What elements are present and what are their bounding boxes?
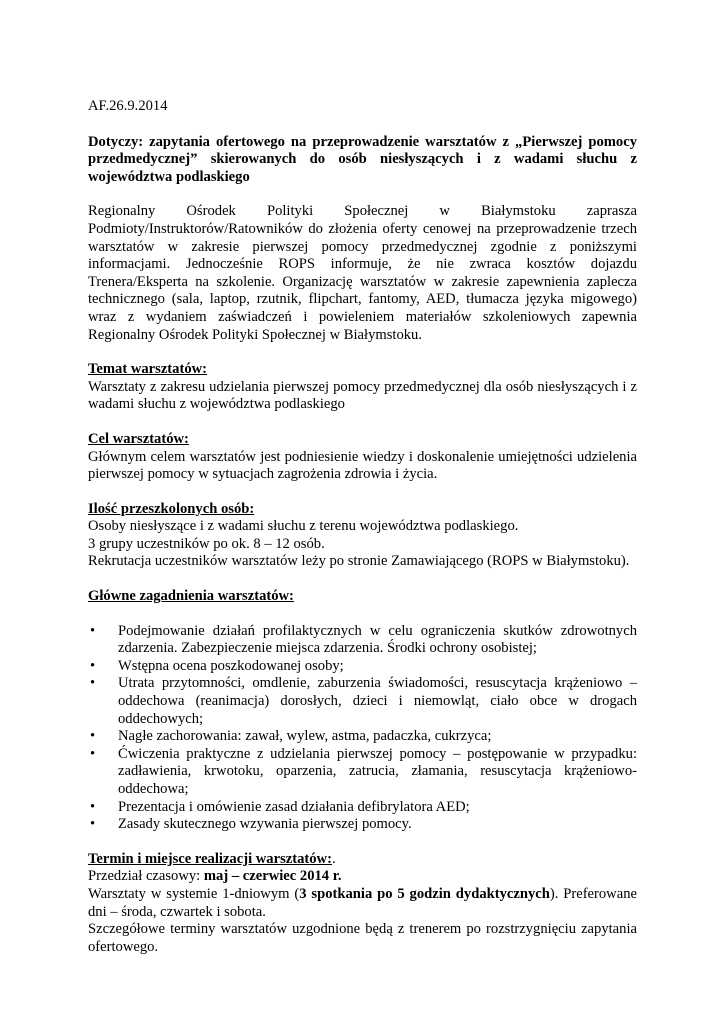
list-item	[88, 799, 637, 817]
topic-text: Warsztaty z zakresu udzielania pierwszej pomocy przedmedycznej dla osób niesłyszących i z wadami słuchu z województwa podlaskiego	[88, 378, 637, 413]
goal-heading: Cel warsztatów:	[88, 430, 189, 447]
list-item	[88, 658, 637, 676]
goal-section	[88, 431, 637, 484]
list-item-text: Podejmowanie działań profilaktycznych w celu ograniczenia skutków zdrowotnych zdarzenia. Zabezpieczenie miejsca zdarzenia. Środki ochrony osobistej;	[118, 622, 637, 657]
system-suffix: ). Preferowane dni – środa, czwartek i sobota.	[88, 885, 637, 920]
topics-list	[88, 623, 637, 834]
intro-paragraph: Regionalny Ośrodek Polityki Społecznej w Białymstoku zaprasza Podmioty/Instruktorów/Ratowników do złożenia oferty cenowej na przeprowadzenie trzech warsztatów w zakresie pierwszej pomocy przedmedycznej zgodnie z poniższymi informacjami. Jednocześnie ROPS informuje, że nie zwraca kosztów dojazdu Trenera/Eksperta na szkolenie. Organizację warsztatów w zakresie zapewnienia zaplecza technicznego (sala, laptop, rzutnik, flipchart, fantomy, AED, tłumacza języka migowego) wraz z wydaniem zaświadczeń i powieleniem materiałów szkoleniowych zapewnia Regionalny Ośrodek Polityki Społecznej w Białymstoku.	[88, 203, 637, 343]
bullet-icon: •	[90, 622, 96, 639]
list-item-text: Zasady skutecznego wzywania pierwszej pomocy.	[118, 816, 412, 833]
system-prefix: Warsztaty w systemie 1-dniowym (	[88, 885, 300, 902]
topics-heading: Główne zagadnienia warsztatów:	[88, 588, 294, 605]
topic-heading: Temat warsztatów:	[88, 361, 208, 378]
topic-section	[88, 361, 637, 414]
list-item	[88, 623, 637, 658]
participants-line: Osoby niesłyszące i z wadami słuchu z terenu województwa podlaskiego.	[88, 518, 519, 535]
bullet-icon: •	[90, 745, 96, 762]
schedule-heading-line	[88, 851, 637, 869]
schedule-system	[88, 886, 637, 921]
list-item	[88, 675, 637, 728]
period-value: maj – czerwiec 2014 r.	[203, 868, 342, 885]
list-item-text: Prezentacja i omówienie zasad działania defibrylatora AED;	[118, 798, 470, 815]
schedule-details: Szczegółowe terminy warsztatów uzgodnione będą z trenerem po rozstrzygnięciu zapytania ofertowego.	[88, 921, 637, 955]
list-item-text: Nagłe zachorowania: zawał, wylew, astma, padaczka, cukrzyca;	[118, 728, 492, 745]
list-item-text: Wstępna ocena poszkodowanej osoby;	[118, 657, 344, 674]
reference-number: AF.26.9.2014	[88, 98, 168, 114]
schedule-period	[88, 868, 637, 886]
goal-text: Głównym celem warsztatów jest podniesienie wiedzy i doskonalenie umiejętności udzielenia pierwszej pomocy w sytuacjach zagrożenia zdrowia i życia.	[88, 448, 637, 483]
participants-heading: Ilość przeszkolonych osób:	[88, 500, 255, 517]
topics-section	[88, 588, 637, 834]
participants-section	[88, 501, 637, 571]
schedule-heading: Termin i miejsce realizacji warsztatów:	[88, 850, 332, 867]
list-item-text: Ćwiczenia praktyczne z udzielania pierwszej pomocy – postępowanie w przypadku: zadławienia, krwotoku, oparzenia, zatrucia, złamania, resuscytacja krążeniowo-oddechowa;	[118, 745, 637, 797]
bullet-icon: •	[90, 798, 96, 815]
bullet-icon: •	[90, 675, 96, 692]
period-label: Przedział czasowy:	[88, 868, 204, 885]
participants-line: Rekrutacja uczestników warsztatów leży po stronie Zamawiającego (ROPS w Białymstoku).	[88, 553, 630, 570]
list-item	[88, 728, 637, 746]
participants-line: 3 grupy uczestników po ok. 8 – 12 osób.	[88, 535, 325, 552]
list-item	[88, 746, 637, 799]
bullet-icon: •	[90, 657, 96, 674]
subject-line: Dotyczy: zapytania ofertowego na przeprowadzenie warsztatów z „Pierwszej pomocy przedmedycznej” skierowanych do osób niesłyszących i z wadami słuchu z województwa podlaskiego	[88, 133, 637, 185]
schedule-heading-suffix: .	[331, 850, 336, 867]
schedule-section	[88, 851, 637, 957]
list-item-text: Utrata przytomności, omdlenie, zaburzenia świadomości, resuscytacja krążeniowo – oddechowa (reanimacja) dorosłych, dzieci i niemowląt, ciało obce w drogach oddechowych;	[118, 675, 637, 727]
bullet-icon: •	[90, 816, 96, 833]
list-item	[88, 816, 637, 834]
system-bold: 3 spotkania po 5 godzin dydaktycznych	[299, 885, 550, 902]
bullet-icon: •	[90, 728, 96, 745]
